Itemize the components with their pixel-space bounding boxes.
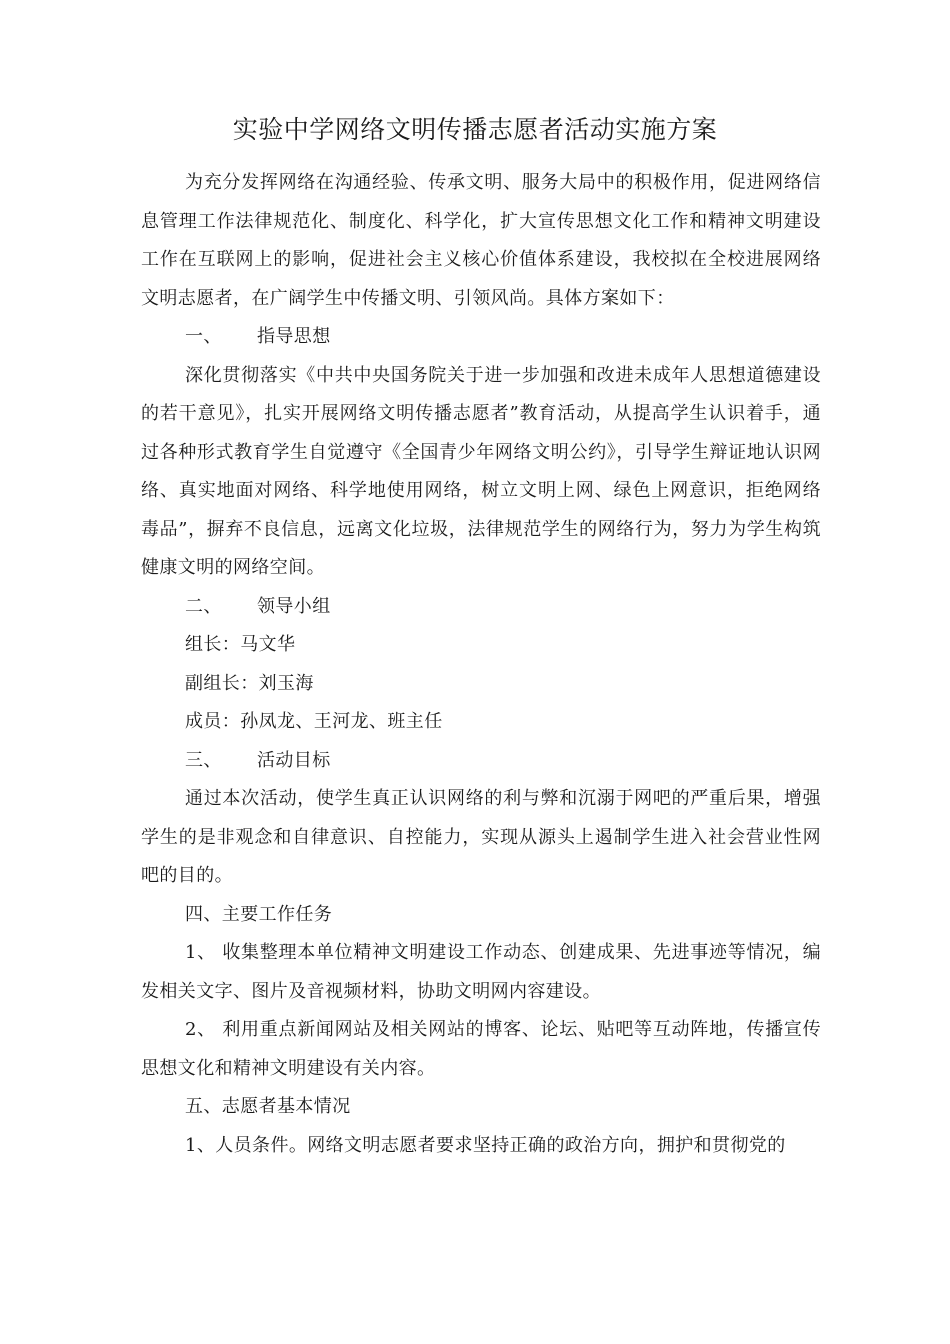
document-body xyxy=(141,164,821,1165)
members-line: 成员：孙凤龙、王河龙、班主任 xyxy=(185,711,443,732)
section-heading-volunteer-info: 五、志愿者基本情况 xyxy=(185,1096,351,1117)
intro-paragraph: 为充分发挥网络在沟通经验、传承文明、服务大局中的积极作用，促进网络信息管理工作法律规范化、制度化、科学化，扩大宣传思想文化工作和精神文明建设工作在互联网上的影响，促进社会主义核心价值体系建设，我校拟在全校进展网络文明志愿者，在广阔学生中传播文明、引领风尚。具体方案如下： xyxy=(141,172,821,309)
section-heading-guiding-thought xyxy=(141,318,821,357)
section-heading-leadership-group xyxy=(141,588,821,627)
section-title: 指导思想 xyxy=(257,326,331,347)
volunteer-item-1: 1、人员条件。网络文明志愿者要求坚持正确的政治方向，拥护和贯彻党的 xyxy=(185,1134,786,1156)
section-number: 二、 xyxy=(185,595,222,617)
section-number: 一、 xyxy=(185,326,222,347)
document-title: 实验中学网络文明传播志愿者活动实施方案 xyxy=(232,115,718,144)
activity-goal-paragraph: 通过本次活动，使学生真正认识网络的利与弊和沉溺于网吧的严重后果，增强学生的是非观念和自律意识、自控能力，实现从源头上遏制学生进入社会营业性网吧的目的。 xyxy=(141,788,821,886)
section-title: 活动目标 xyxy=(257,749,331,771)
section-number: 三、 xyxy=(185,749,222,771)
group-leader-line: 组长：马文华 xyxy=(185,634,296,655)
task-item-1: 1、 收集整理本单位精神文明建设工作动态、创建成果、先进事迹等情况，编发相关文字、图片及音视频材料，协助文明网内容建设。 xyxy=(141,942,821,1002)
section-title: 领导小组 xyxy=(257,595,331,617)
section-heading-activity-goal xyxy=(141,742,821,781)
section-heading-main-tasks: 四、主要工作任务 xyxy=(185,903,333,925)
guiding-thought-paragraph: 深化贯彻落实《中共中央国务院关于进一步加强和改进未成年人思想道德建设的若干意见》，扎实开展网络文明传播志愿者”教育活动，从提高学生认识着手，通过各种形式教育学生自觉遵守《全国青少年网络文明公约》，引导学生辩证地认识网络、真实地面对网络、科学地使用网络，树立文明上网、绿色上网意识，拒绝网络毒品”，摒弃不良信息，远离文化垃圾，法律规范学生的网络行为，努力为学生构筑健康文明的网络空间。 xyxy=(141,364,821,578)
task-item-2: 2、 利用重点新闻网站及相关网站的博客、论坛、贴吧等互动阵地，传播宣传思想文化和精神文明建设有关内容。 xyxy=(141,1019,821,1079)
deputy-leader-line: 副组长：刘玉海 xyxy=(185,672,314,694)
